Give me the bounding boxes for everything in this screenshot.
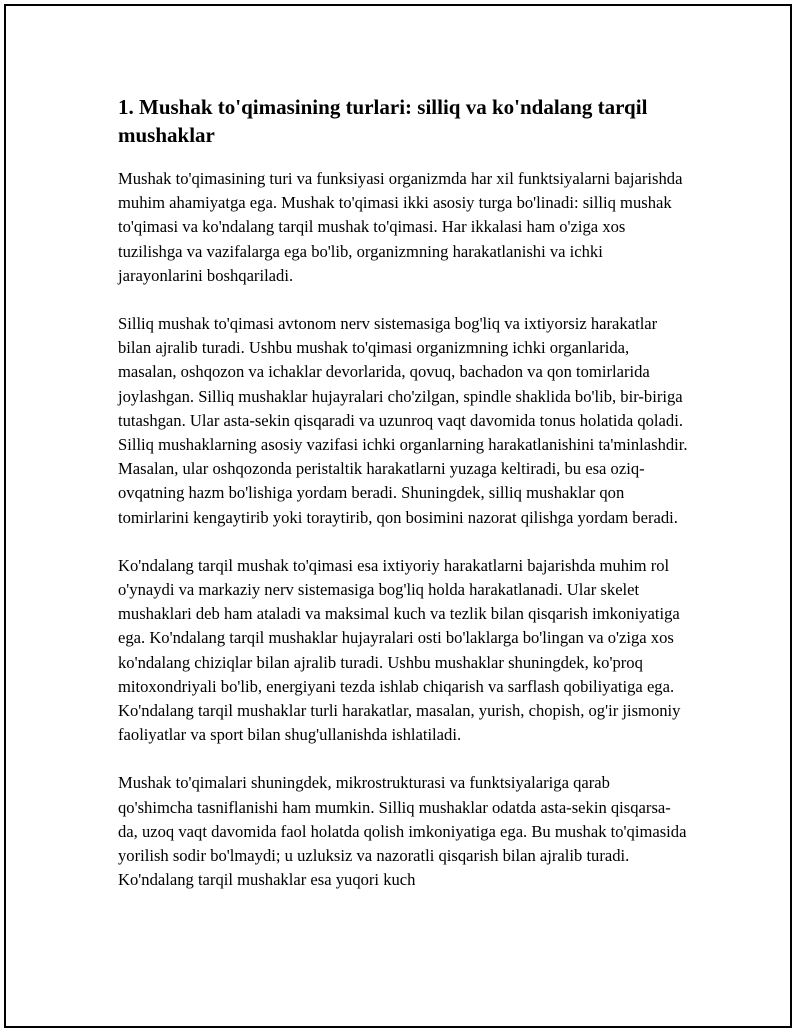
paragraph-striated-muscle: Ko'ndalang tarqil mushak to'qimasi esa ixtiyoriy harakatlarni bajarishda muhim rol o'ynaydi va markaziy nerv sistemasiga bog'liq holda harakatlanadi. Ular skelet mushaklari deb ham ataladi va maksimal kuch va tezlik bilan qisqarish imkoniyatiga ega. Ko'ndalang tarqil mushaklar hujayralari osti bo'laklarga bo'lingan va o'ziga xos ko'ndalang chiziqlar bilan ajralib turadi. Ushbu mushaklar shuningdek, ko'proq mitoxondriyali bo'lib, energiyani tezda ishlab chiqarish va sarflash qobiliyatiga ega. Ko'ndalang tarqil mushaklar turli harakatlar, masalan, yurish, chopish, og'ir jismoniy faoliyatlar va sport bilan shug'ullanishda ishlatiladi.	[118, 555, 681, 745]
document-body	[118, 93, 688, 916]
paragraph-intro: Mushak to'qimasining turi va funksiyasi organizmda har xil funktsiyalarni bajarishda muhim ahamiyatga ega. Mushak to'qimasi ikki asosiy turga bo'linadi: silliq mushak to'qimasi va ko'ndalang tarqil mushak to'qimasi. Har ikkalasi ham o'ziga xos tuzilishga va vazifalarga ega bo'lib, organizmning harakatlanishi va ichki jarayonlarini boshqariladi.	[118, 169, 683, 285]
paragraph-smooth-muscle: Silliq mushak to'qimasi avtonom nerv sistemasiga bog'liq va ixtiyorsiz harakatlar bilan ajralib turadi. Ushbu mushak to'qimasi organizmning ichki organlarida, masalan, oshqozon va ichaklar devorlarida, qovuq, bachadon va qon tomirlarida joylashgan. Silliq mushaklar hujayralari cho'zilgan, spindle shaklida bo'lib, bir-biriga tutashgan. Ular asta-sekin qisqaradi va uzunroq vaqt davomida tonus holatida qoladi. Silliq mushaklarning asosiy vazifasi ichki organlarning harakatlanishini ta'minlashdir. Masalan, ular oshqozonda peristaltik harakatlarni yuzaga keltiradi, bu esa oziq-ovqatning hazm bo'lishiga yordam beradi. Shuningdek, silliq mushaklar qon tomirlarini kengaytirib yoki toraytirib, qon bosimini nazorat qilishga yordam beradi.	[118, 314, 688, 527]
section-heading: 1. Mushak to'qimasining turlari: silliq va ko'ndalang tarqil mushaklar	[118, 95, 648, 147]
paragraph-classification: Mushak to'qimalari shuningdek, mikrostrukturasi va funktsiyalariga qarab qo'shimcha tasniflanishi ham mumkin. Silliq mushaklar odatda asta-sekin qisqarsa-da, uzoq vaqt davomida faol holatda qolish imkoniyatiga ega. Bu mushak to'qimasida yorilish sodir bo'lmaydi; u uzluksiz va nazoratli qisqarish bilan ajralib turadi. Ko'ndalang tarqil mushaklar esa yuqori kuch	[118, 773, 687, 890]
